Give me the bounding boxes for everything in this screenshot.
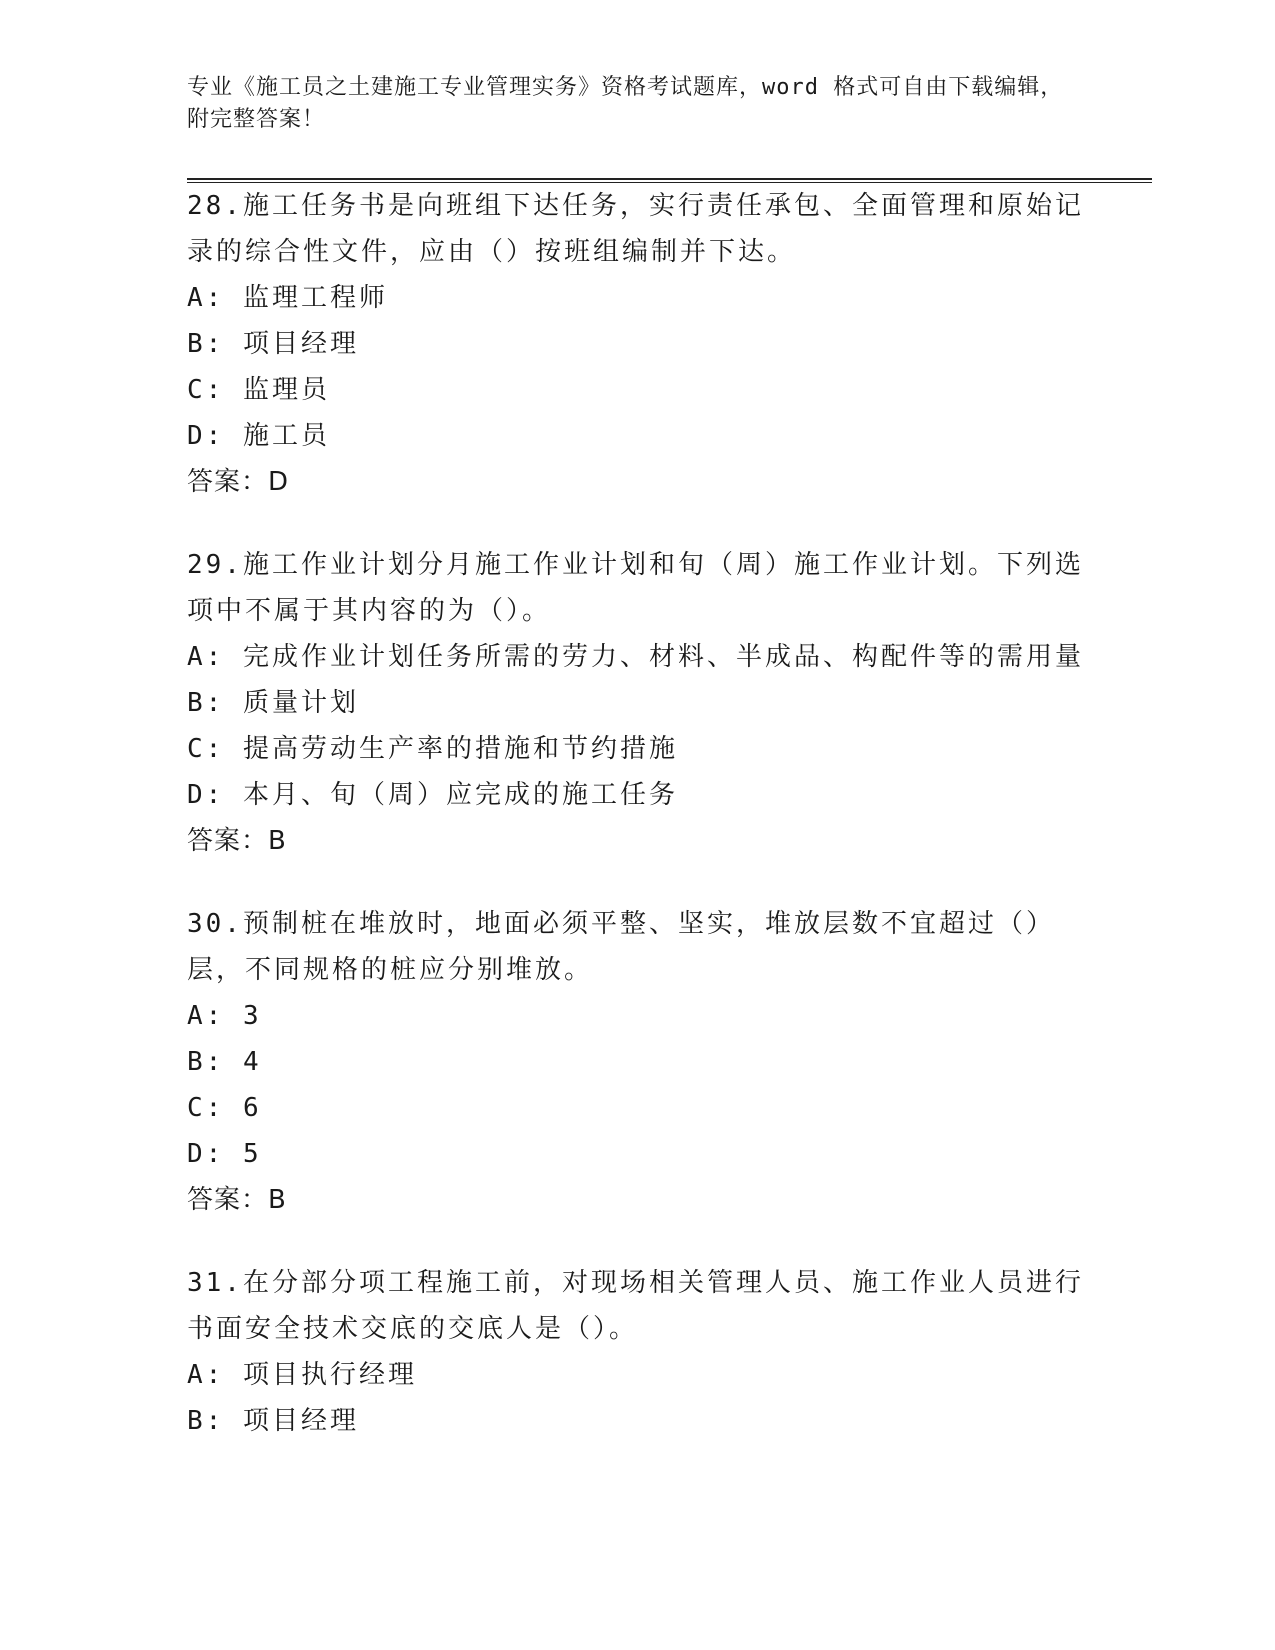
option-a: A: 3 — [187, 1001, 262, 1031]
option-d: D: 本月、旬（周）应完成的施工任务 — [187, 780, 678, 810]
option-b: B: 项目经理 — [187, 329, 359, 359]
question-text: 29.施工作业计划分月施工作业计划和旬（周）施工作业计划。下列选项中不属于其内容的为（）。 — [187, 550, 1084, 626]
option-d: D: 5 — [187, 1139, 262, 1169]
option-d: D: 施工员 — [187, 421, 330, 451]
option-a: A: 项目执行经理 — [187, 1360, 417, 1390]
question-29 — [187, 542, 1087, 864]
document-header: 专业《施工员之土建施工专业管理实务》资格考试题库，word 格式可自由下载编辑，附完整答案！ — [187, 75, 1064, 132]
option-a: A: 监理工程师 — [187, 283, 388, 313]
option-b: B: 质量计划 — [187, 688, 359, 718]
option-b: B: 项目经理 — [187, 1406, 359, 1436]
question-text: 28.施工任务书是向班组下达任务，实行责任承包、全面管理和原始记录的综合性文件，应由（）按班组编制并下达。 — [187, 191, 1084, 267]
answer: 答案：D — [187, 467, 290, 497]
option-c: C: 6 — [187, 1093, 262, 1123]
option-b: B: 4 — [187, 1047, 262, 1077]
question-text: 31.在分部分项工程施工前，对现场相关管理人员、施工作业人员进行书面安全技术交底的交底人是（）。 — [187, 1268, 1084, 1344]
option-c: C: 监理员 — [187, 375, 330, 405]
question-28 — [187, 183, 1087, 505]
option-c: C: 提高劳动生产率的措施和节约措施 — [187, 734, 678, 764]
answer: 答案：B — [187, 1185, 287, 1215]
question-31 — [187, 1260, 1087, 1444]
option-a: A: 完成作业计划任务所需的劳力、材料、半成品、构配件等的需用量 — [187, 642, 1084, 672]
question-30 — [187, 901, 1087, 1223]
answer: 答案：B — [187, 826, 287, 856]
question-text: 30.预制桩在堆放时，地面必须平整、坚实，堆放层数不宜超过（）层，不同规格的桩应分别堆放。 — [187, 909, 1055, 985]
